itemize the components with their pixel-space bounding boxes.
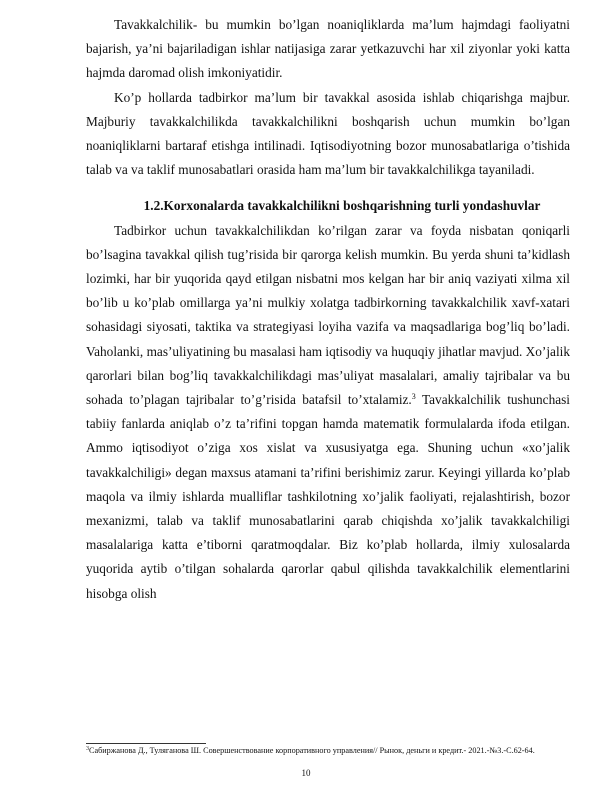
footnote-reference[interactable]: 3 [411,392,416,402]
body-text [86,13,570,606]
paragraph-approaches-text-2: Tavakkalchilik tushunchasi tabiiy fanlarda aniqlab o’z ta’rifini topgan hamda matematik formulalarda ifoda etilgan. Ammo iqtisodiyot o’ziga xos xislat va xususiyatga ega. Shuning uchun «xo’jalik tavakkalchiligi» degan maxsus atamani ta’rifini berishimiz zarur. Keyingi yillarda ko’plab maqola va ilmiy ishlarda mualliflar tashkilotning xo’jalik faoliyati, rejalashtirish, bozor mexanizmi, talab va taklif munosabatlarini qarab chiqishda xo’jalik tavakkalchiligi masalalariga katta e’tiborni qaratmoqdalar. Biz ko’plab hollarda, ilmiy xulosalarda yuqorida aytib o’tilgan sohalarda qarorlar qabul qilishda tavakkalchilik elementlarini hisobga olish [86,392,570,601]
paragraph-approaches-text-1: Tadbirkor uchun tavakkalchilikdan ko’rilgan zarar va foyda nisbatan qoniqarli bo’lsagina tavakkal qilish tug’risida bir qarorga kelish mumkin. Bu yerda shuni ta’kidlash lozimki, har bir yuqorida qayd etilgan nisbatni mos kelgan har bir aniq vaziyati xilma xil bo’lib u ko’plab omillarga ya’ni mulkiy xolatga tadbirkorning tavakkalchilik xavf-xatari sohasidagi siyosati, taktika va strategiyasi loyiha vazifa va maqsadlariga bog’liq bo’ladi. Vaholanki, mas’uliyatining bu masalasi ham iqtisodiy va huquqiy jihatlar mavjud. Xo’jalik qarorlari bilan bog’liq tavakkalchilikdagi mas’uliyat masalalari, amaliy tajribalar va bu sohada to’plagan tajribalar to’g’risida batafsil to’xtalamiz. [86,222,570,408]
footnote [86,746,570,757]
footnote-text: Сабиржанова Д., Туляганова Ш. Совершенствование корпоративного управления// Рынок, деньги и кредит.- 2021.-№3.-С.62-64. [89,746,535,755]
spacer [86,182,570,194]
footnote-divider [86,743,206,744]
paragraph-forced-risk: Ko’p hollarda tadbirkor ma’lum bir tavakkal asosida ishlab chiqarishga majbur. Majburiy tavakkalchilikda tavakkalchilikni boshqarish uchun mumkin bo’lgan noaniqliklarni bartaraf etishga intilinadi. Iqtisodiyotning bozor munosabatlariga o’tishida talab va va taklif munosabatlari orasida ham ma’lum bir tavakkalchilikga tayaniladi. [86,89,570,178]
section-heading: 1.2.Korxonalarda tavakkalchilikni boshqarishning turli yondashuvlar [143,198,541,214]
footnote-mark: 3 [86,746,89,752]
paragraph-definition: Tavakkalchilik- bu mumkin bo’lgan noaniqliklarda ma’lum hajmdagi faoliyatni bajarish, ya’ni bajariladigan ishlar natijasiga zarar yetkazuvchi har xil ziyonlar yoki katta hajmda daromad olish imkoniyatidir. [86,17,570,81]
paragraph-approaches [86,219,570,606]
page-number: 10 [301,768,311,778]
